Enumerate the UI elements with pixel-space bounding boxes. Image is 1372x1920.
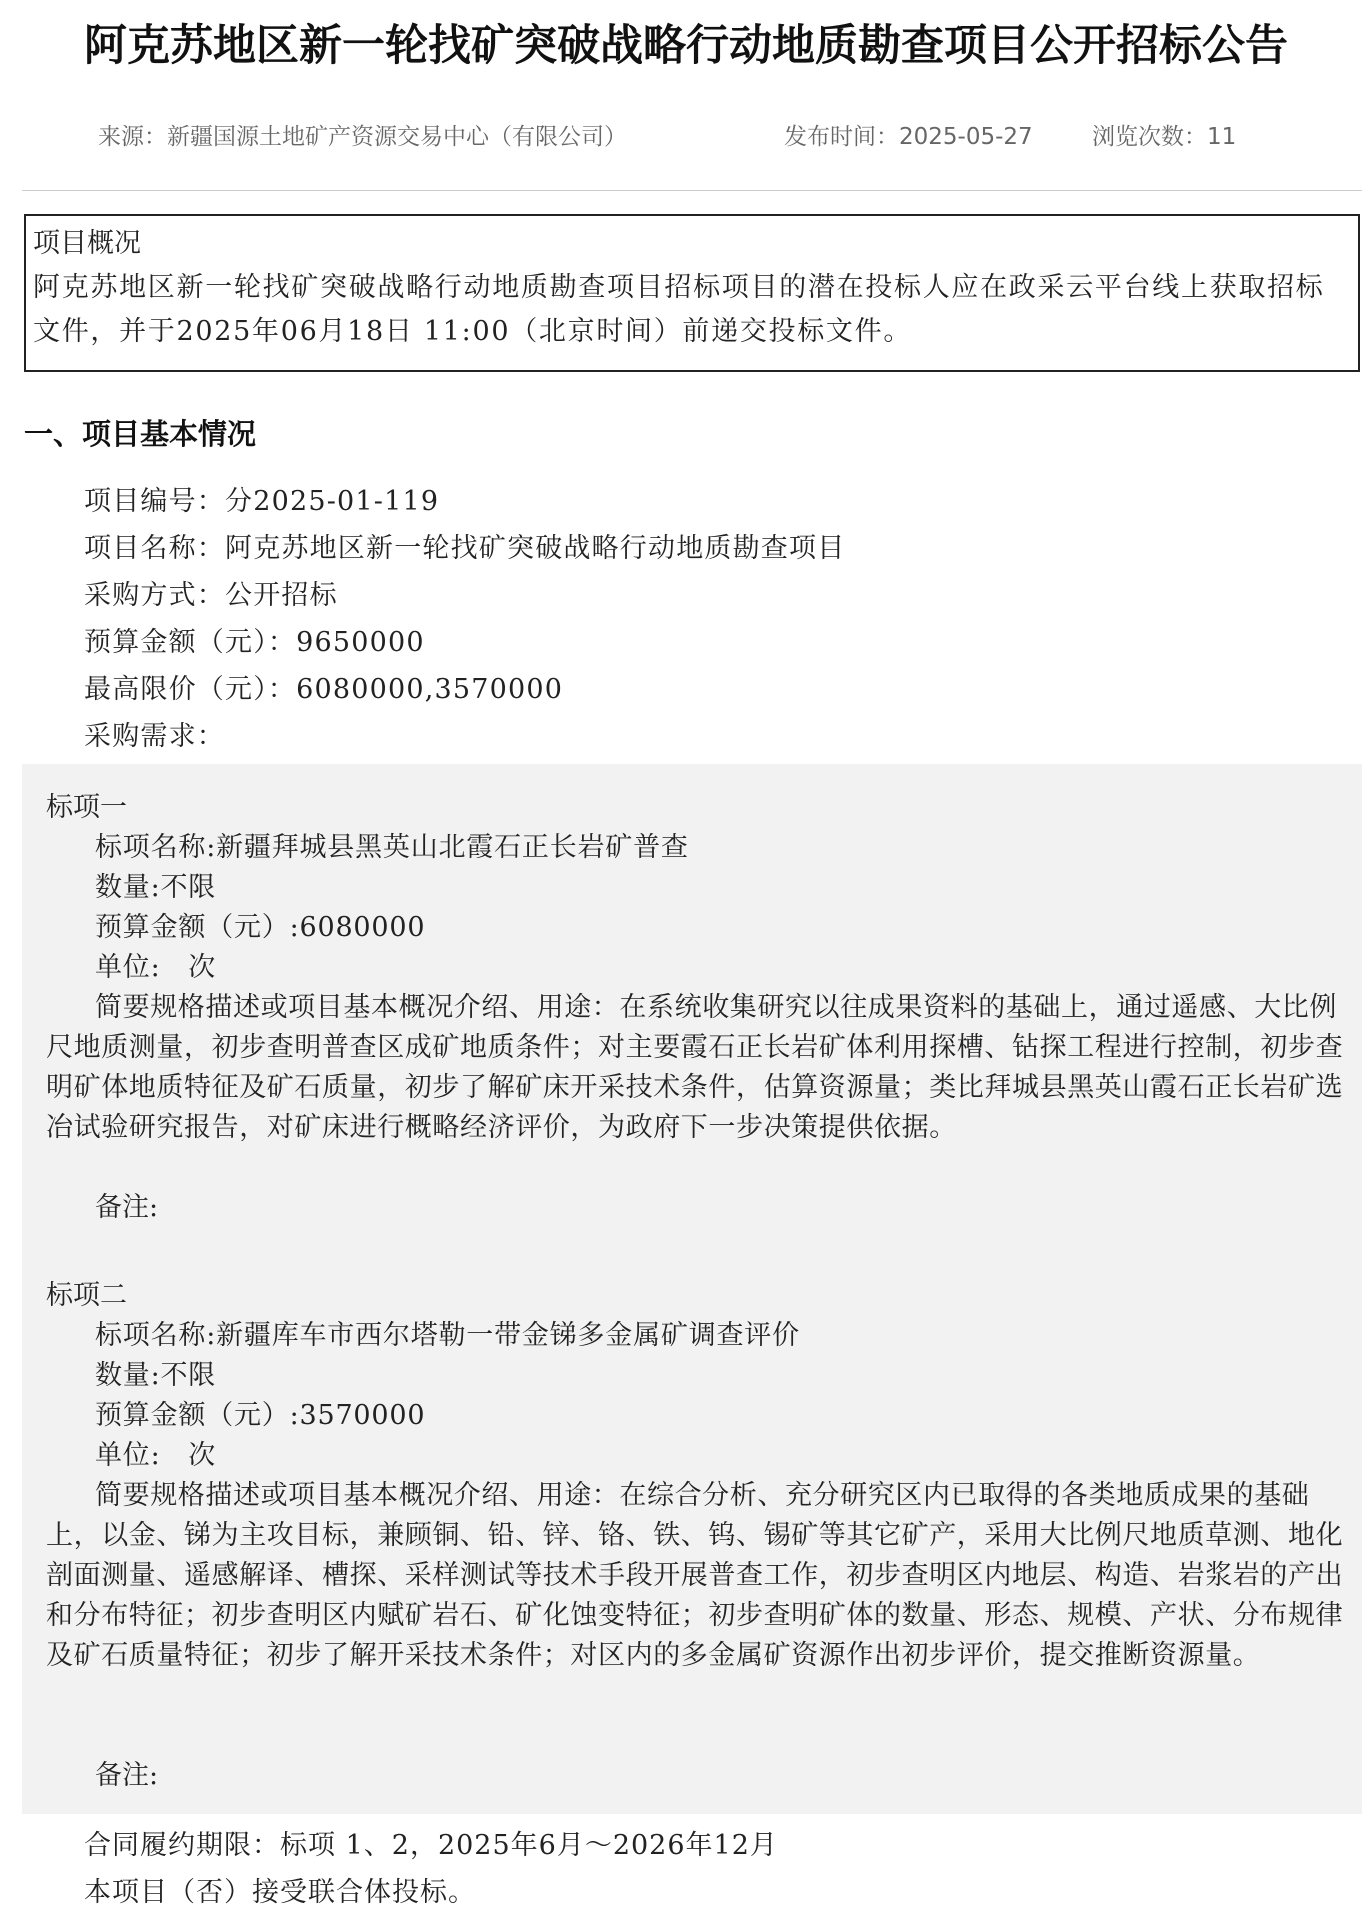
views-meta [1092,118,1236,151]
header-divider [22,190,1362,191]
source-value: 新疆国源土地矿产资源交易中心（有限公司） [167,124,627,150]
footer-info [84,1822,1344,1916]
section-basic-info-title: 一、项目基本情况 [24,417,257,451]
lot-item-name: 标项名称:新疆拜城县黑英山北霞石正长岩矿普查 [95,832,689,863]
lot-description: 简要规格描述或项目基本概况介绍、用途：在系统收集研究以往成果资料的基础上，通过遥感、大比例尺地质测量，初步查明普查区成矿地质条件；对主要霞石正长岩矿体利用探槽、钻探工程进行控制，初步查明矿体地质特征及矿石质量，初步了解矿床开采技术条件，估算资源量；类比拜城县黑英山霞石正长岩矿选冶试验研究报告，对矿床进行概略经济评价，为政府下一步决策提供依据。 [46,992,1344,1143]
views-count: 11 [1207,124,1237,150]
page-title: 阿克苏地区新一轮找矿突破战略行动地质勘查项目公开招标公告 [84,21,1288,71]
project-name: 项目名称：阿克苏地区新一轮找矿突破战略行动地质勘查项目 [84,533,846,564]
lot-budget: 预算金额（元）:6080000 [95,912,426,943]
lot-unit: 单位: 次 [95,952,217,983]
lot-remark: 备注: [95,1192,159,1223]
lot-item-name: 标项名称:新疆库车市西尔塔勒一带金锑多金属矿调查评价 [95,1320,800,1351]
lot-budget: 预算金额（元）:3570000 [95,1400,426,1431]
lot-title: 标项一 [46,792,127,823]
max-price: 最高限价（元）：6080000,3570000 [84,674,564,705]
consortium-note: 本项目（否）接受联合体投标。 [84,1877,476,1908]
basic-info-list [84,478,1344,760]
views-label: 浏览次数： [1092,124,1207,150]
publish-date: 2025-05-27 [899,124,1033,150]
contract-period: 合同履约期限：标项 1、2，2025年6月～2026年12月 [84,1830,778,1861]
source-meta [98,118,627,151]
lot-quantity: 数量:不限 [95,872,217,903]
procurement-method: 采购方式：公开招标 [84,580,338,611]
project-overview-box [24,214,1360,372]
lot-quantity: 数量:不限 [95,1360,217,1391]
lot-remark: 备注: [95,1760,159,1791]
lots-panel [22,764,1362,1814]
lot-title: 标项二 [46,1280,127,1311]
lot-description: 简要规格描述或项目基本概况介绍、用途：在综合分析、充分研究区内已取得的各类地质成果的基础上，以金、锑为主攻目标，兼顾铜、铅、锌、铬、铁、钨、锡矿等其它矿产，采用大比例尺地质草测、地化剖面测量、遥感解译、槽探、采样测试等技术手段开展普查工作，初步查明区内地层、构造、岩浆岩的产出和分布特征；初步查明区内赋矿岩石、矿化蚀变特征；初步查明矿体的数量、形态、规模、产状、分布规律及矿石质量特征；初步了解开采技术条件；对区内的多金属矿资源作出初步评价，提交推断资源量。 [46,1480,1344,1671]
project-number: 项目编号：分2025-01-119 [84,486,440,517]
lot-unit: 单位: 次 [95,1440,217,1471]
publish-label: 发布时间： [784,124,899,150]
publish-meta [784,118,1033,151]
budget-amount: 预算金额（元）：9650000 [84,627,425,658]
overview-heading: 项目概况 [33,228,141,259]
source-label: 来源： [98,124,167,150]
procurement-requirement-label: 采购需求： [84,721,225,752]
overview-body: 阿克苏地区新一轮找矿突破战略行动地质勘查项目招标项目的潜在投标人应在政采云平台线上获取招标文件，并于2025年06月18日 11:00（北京时间）前递交投标文件。 [33,272,1325,347]
